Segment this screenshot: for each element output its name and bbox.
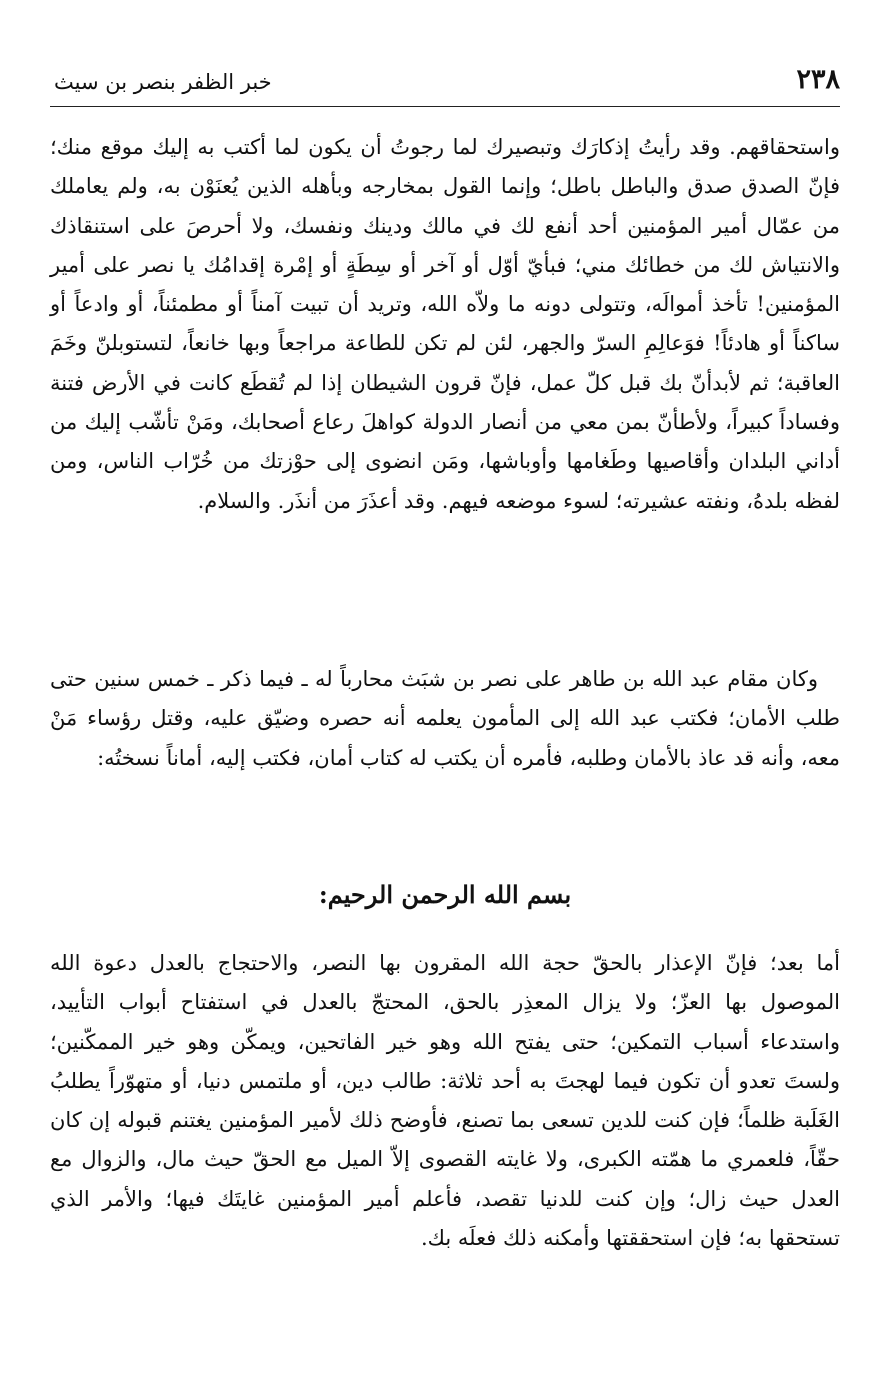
basmala-heading: بسم الله الرحمن الرحيم: <box>318 880 572 909</box>
page-number: ٢٣٨ <box>796 64 840 95</box>
paragraph-narrative <box>50 660 840 778</box>
paragraph-letter-ending <box>50 128 840 521</box>
page-header <box>50 60 840 104</box>
paragraph-text: وكان مقام عبد الله بن طاهر على نصر بن شبَث محارباً له ـ فيما ذكر ـ خمس سنين حتى طلب الأمان؛ فكتب عبد الله إلى المأمون يعلمه أنه حصره وضيّق عليه، وقتل رؤساء مَنْ معه، وأنه قد عاذ بالأمان وطلبه، فأمره أن يكتب له كتاب أمان، فكتب إليه، أماناً نسختُه: <box>50 667 840 770</box>
paragraph-text: أما بعد؛ فإنّ الإعذار بالحقّ حجة الله المقرون بها النصر، والاحتجاج بالعدل دعوة الله الموصول بها العزّ؛ ولا يزال المعذِر بالحق، المحتجّ بالعدل في استفتاح أبواب التأييد، واستدعاء أسباب التمكين؛ حتى يفتح الله وهو خير الفاتحين، ويمكّن وهو خير الممكّنين؛ ولستَ تعدو أن تكون فيما لهجتَ به أحد ثلاثة: طالب دين، أو ملتمس دنيا، أو متهوّراً يطلبُ الغَلَبة ظلماً؛ فإن كنت للدين تسعى بما تصنع، فأوضح ذلك لأمير المؤمنين يغتنم قبوله إن كان حقّاً، فلعمري ما همّته الكبرى، ولا غايته القصوى إلاّ الميل مع الحقّ حيث مال، والزوال مع العدل حيث زال؛ وإن كنت للدنيا تقصد، فأعلم أمير المؤمنين غايتَك فيها؛ والأمر الذي تستحقها به؛ فإن استحققتها وأمكنه ذلك فعلَه بك. <box>50 951 840 1251</box>
header-rule <box>50 106 840 107</box>
paragraph-text: واستحقاقهم. وقد رأيتُ إذكارَك وتبصيرك لما رجوتُ أن يكون لما أكتب به إليك موقع منك؛ فإنّ الصدق صدق والباطل باطل؛ وإنما القول بمخارجه وبأهله الذين يُعنَوْن به، ولم يعاملك من عمّال أمير المؤمنين أحد أنفع لك في مالك ودينك ونفسك، ولا أحرصَ على استنقاذك والانتياش لك من خطائك مني؛ فبأيّ أوّل أو آخر أو سِطَةٍ أو إمْرة إقدامُك يا نصر على أمير المؤمنين! تأخذ أموالَه، وتتولى دونه ما ولاّه الله، وتريد أن تبيت آمناً أو مطمئناً، أو وادعاً أو ساكناً أو هادئاً! فوَعالِمِ السرّ والجهر، لئن لم تكن للطاعة مراجعاً وبها خانعاً، لتستوبلنّ وخَمَ العاقبة؛ ثم لأبدأنّ بك قبل كلّ عمل، فإنّ قرون الشيطان إذا لم تُقطَع كانت في الأرض فتنة وفساداً كبيراً، ولأطأنّ بمن معي من أنصار الدولة كواهلَ رعاع أصحابك، ومَنْ تأشّب إليك من أداني البلدان وأقاصيها وطَغامها وأوباشها، ومَن انضوى إلى حوْزتك من خُرّاب الناس، ومن لفظه بلدهُ، ونفته عشيرته؛ لسوء موضعه فيهم. وقد أعذَرَ من أنذَر. والسلام. <box>50 135 840 513</box>
paragraph-safe-conduct-letter <box>50 944 840 1258</box>
running-title: خبر الظفر بنصر بن سيث <box>54 70 272 94</box>
